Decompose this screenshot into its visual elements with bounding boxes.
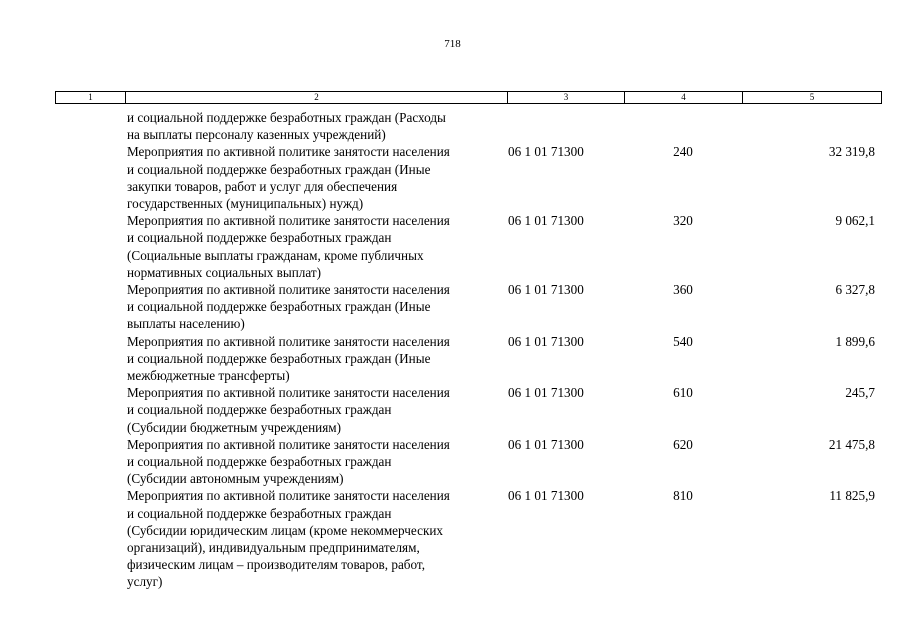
description-line: физическим лицам – производителям товаров, работ, bbox=[127, 557, 425, 573]
row-description bbox=[125, 333, 507, 385]
row-description bbox=[125, 281, 507, 333]
row-number-cell bbox=[55, 384, 125, 436]
description-line: и социальной поддержке безработных граждан (Расходы bbox=[127, 110, 446, 125]
row-target-code: 06 1 01 71300 bbox=[508, 436, 584, 452]
row-amount bbox=[742, 109, 881, 143]
row-amount: 9 062,1 bbox=[835, 213, 875, 229]
description-line: выплаты населению) bbox=[127, 316, 245, 332]
description-line: и социальной поддержке безработных граждан bbox=[127, 402, 392, 418]
row-description bbox=[125, 384, 507, 436]
column-header-3: 3 bbox=[508, 92, 625, 104]
table-row bbox=[55, 281, 881, 333]
description-line: и социальной поддержке безработных граждан bbox=[127, 505, 392, 521]
description-line: (Социальные выплаты гражданам, кроме публичных bbox=[127, 247, 424, 263]
column-header-1: 1 bbox=[56, 92, 126, 104]
row-target-code: 06 1 01 71300 bbox=[508, 385, 584, 401]
row-amount: 245,7 bbox=[845, 385, 875, 401]
row-expense-type: 620 bbox=[673, 436, 693, 452]
table-body bbox=[55, 109, 881, 591]
row-expense-type bbox=[624, 109, 742, 143]
row-expense-type: 540 bbox=[673, 333, 693, 349]
description-line: (Субсидии юридическим лицам (кроме некоммерческих bbox=[127, 522, 444, 538]
description-line: государственных (муниципальных) нужд) bbox=[127, 196, 364, 212]
column-header-table bbox=[55, 91, 882, 104]
description-line: организаций), индивидуальным предпринимателям, bbox=[127, 540, 420, 556]
description-line: (Субсидии бюджетным учреждениям) bbox=[127, 419, 341, 435]
row-amount: 1 899,6 bbox=[835, 333, 875, 349]
description-line: Мероприятия по активной политике занятости населения bbox=[127, 488, 450, 504]
description-line: услуг) bbox=[127, 574, 163, 590]
column-header-2: 2 bbox=[126, 92, 508, 104]
description-line: и социальной поддержке безработных граждан (Иные bbox=[127, 161, 431, 177]
page-number: 718 bbox=[444, 38, 461, 50]
row-expense-type: 610 bbox=[673, 385, 693, 401]
table-row bbox=[55, 384, 881, 436]
row-expense-type: 810 bbox=[673, 488, 693, 504]
row-number-cell bbox=[55, 109, 125, 143]
row-target-code bbox=[507, 109, 624, 143]
row-description bbox=[125, 143, 507, 212]
column-header-row bbox=[56, 92, 882, 104]
description-line: Мероприятия по активной политике занятости населения bbox=[127, 213, 450, 229]
description-line: и социальной поддержке безработных граждан bbox=[127, 454, 392, 470]
row-number-cell bbox=[55, 281, 125, 333]
row-amount: 32 319,8 bbox=[828, 144, 875, 160]
description-line: нормативных социальных выплат) bbox=[127, 264, 321, 280]
description-line: Мероприятия по активной политике занятости населения bbox=[127, 333, 450, 349]
row-number-cell bbox=[55, 436, 125, 488]
row-expense-type: 240 bbox=[673, 144, 693, 160]
description-line: Мероприятия по активной политике занятости населения bbox=[127, 144, 450, 160]
row-target-code: 06 1 01 71300 bbox=[508, 282, 584, 298]
row-description bbox=[125, 487, 507, 590]
table-row bbox=[55, 333, 881, 385]
row-description bbox=[125, 436, 507, 488]
row-number-cell bbox=[55, 143, 125, 212]
row-description bbox=[125, 109, 507, 143]
description-line: межбюджетные трансферты) bbox=[127, 368, 290, 384]
description-line: Мероприятия по активной политике занятости населения bbox=[127, 282, 450, 298]
column-header-4: 4 bbox=[625, 92, 743, 104]
table-row bbox=[55, 487, 881, 590]
row-amount: 11 825,9 bbox=[829, 488, 875, 504]
description-line: и социальной поддержке безработных граждан (Иные bbox=[127, 299, 431, 315]
table-row bbox=[55, 109, 881, 143]
table-row bbox=[55, 436, 881, 488]
row-amount: 6 327,8 bbox=[835, 282, 875, 298]
description-line: (Субсидии автономным учреждениям) bbox=[127, 471, 344, 487]
column-header-5: 5 bbox=[743, 92, 882, 104]
row-number-cell bbox=[55, 212, 125, 281]
row-description bbox=[125, 212, 507, 281]
row-target-code: 06 1 01 71300 bbox=[508, 213, 584, 229]
row-amount: 21 475,8 bbox=[828, 436, 875, 452]
row-expense-type: 360 bbox=[673, 282, 693, 298]
description-line: Мероприятия по активной политике занятости населения bbox=[127, 385, 450, 401]
row-target-code: 06 1 01 71300 bbox=[508, 488, 584, 504]
row-target-code: 06 1 01 71300 bbox=[508, 144, 584, 160]
table-row bbox=[55, 212, 881, 281]
row-number-cell bbox=[55, 487, 125, 590]
row-target-code: 06 1 01 71300 bbox=[508, 333, 584, 349]
description-line: закупки товаров, работ и услуг для обеспечения bbox=[127, 178, 398, 194]
row-number-cell bbox=[55, 333, 125, 385]
description-line: на выплаты персоналу казенных учреждений) bbox=[127, 127, 386, 143]
description-line: Мероприятия по активной политике занятости населения bbox=[127, 436, 450, 452]
description-line: и социальной поддержке безработных граждан bbox=[127, 230, 392, 246]
description-line: и социальной поддержке безработных граждан (Иные bbox=[127, 350, 431, 366]
row-expense-type: 320 bbox=[673, 213, 693, 229]
table-row bbox=[55, 143, 881, 212]
